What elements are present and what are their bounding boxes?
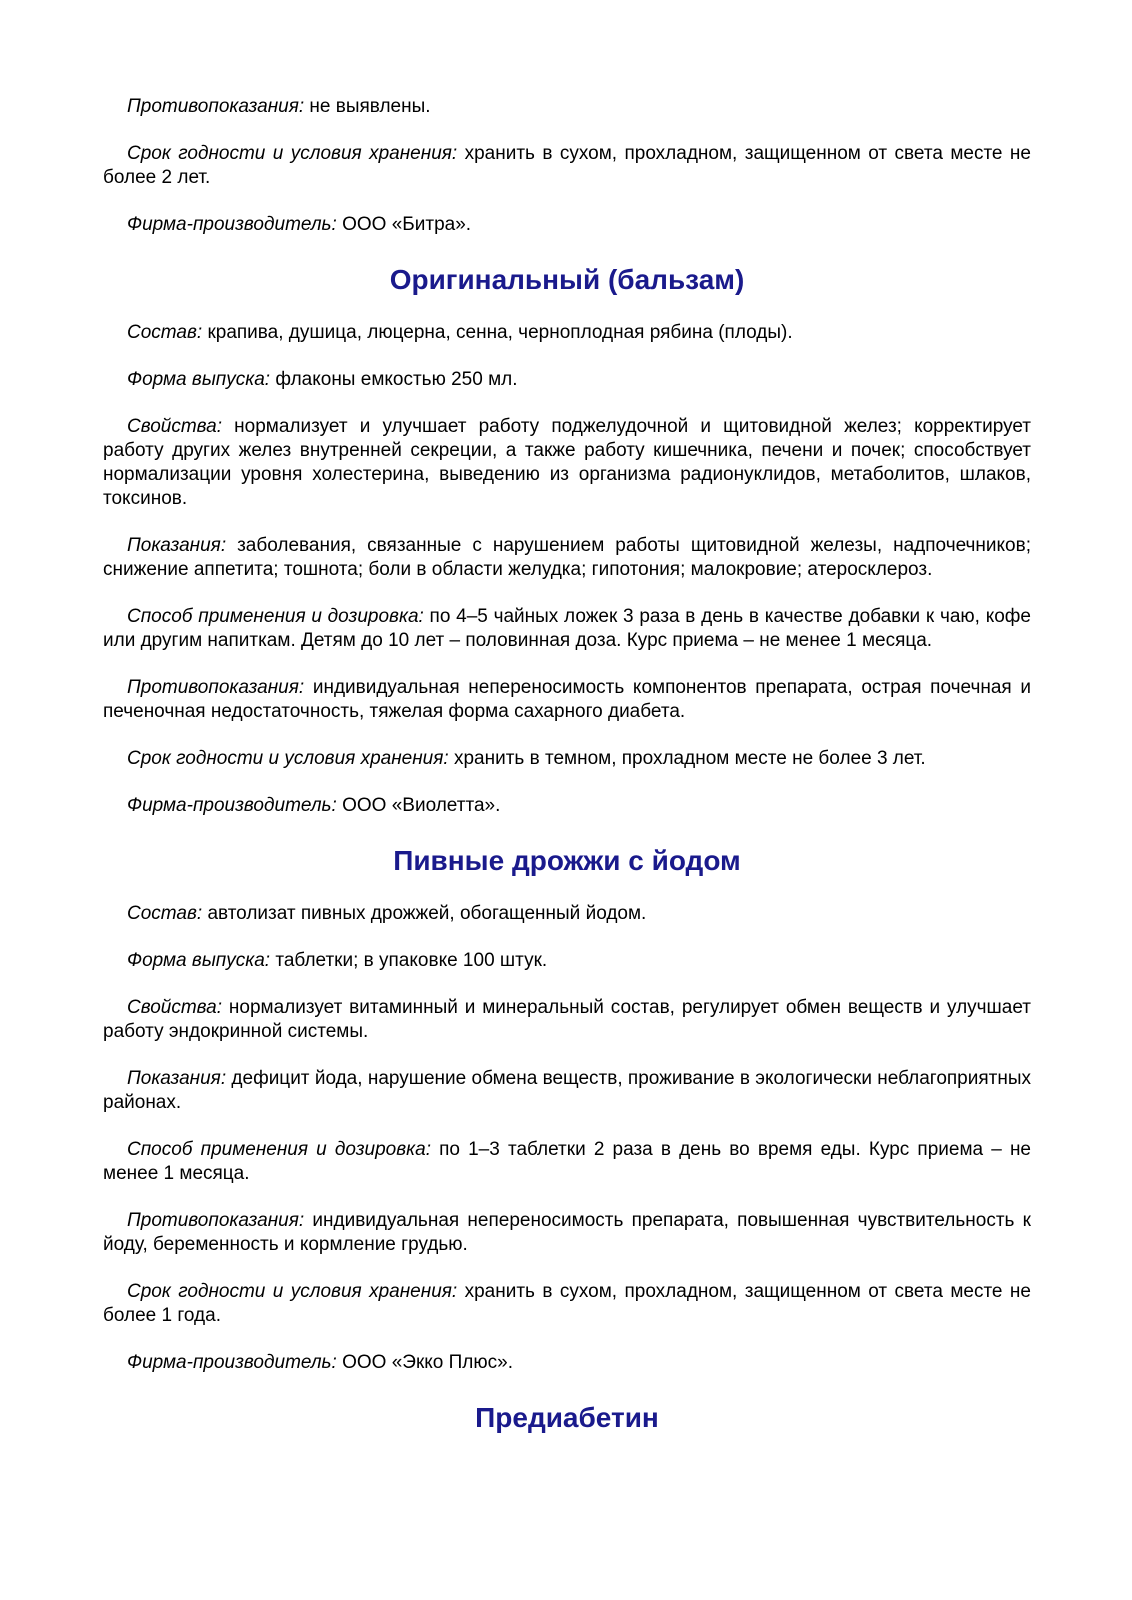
paragraph [103, 534, 1031, 582]
paragraph [103, 415, 1031, 511]
field-text: хранить в темном, прохладном месте не более 3 лет. [448, 748, 926, 769]
paragraph [103, 95, 1031, 119]
paragraph [103, 1351, 1031, 1375]
field-text: не выявлены. [304, 96, 431, 117]
field-label: Срок годности и условия хранения: [127, 143, 458, 164]
field-text: нормализует витаминный и минеральный состав, регулирует обмен веществ и улучшает работу эндокринной системы. [103, 997, 1031, 1042]
paragraph [103, 949, 1031, 973]
field-text: ООО «Экко Плюс». [336, 1352, 513, 1373]
paragraph [103, 747, 1031, 771]
paragraph [103, 794, 1031, 818]
field-text: индивидуальная непереносимость компонентов препарата, острая почечная и печеночная недостаточность, тяжелая форма сахарного диабета. [103, 677, 1031, 722]
paragraph [103, 1209, 1031, 1257]
paragraph [103, 213, 1031, 237]
field-label: Фирма-производитель: [127, 214, 337, 235]
field-text: по 1–3 таблетки 2 раза в день во время еды. Курс приема – не менее 1 месяца. [103, 1139, 1031, 1184]
field-label: Способ применения и дозировка: [127, 606, 424, 627]
paragraph [103, 1138, 1031, 1186]
field-label: Противопоказания: [127, 1210, 305, 1231]
field-label: Срок годности и условия хранения: [127, 748, 449, 769]
field-label: Показания: [127, 535, 227, 556]
field-label: Фирма-производитель: [127, 795, 337, 816]
field-label: Срок годности и условия хранения: [127, 1281, 458, 1302]
field-text: ООО «Виолетта». [336, 795, 501, 816]
paragraph [103, 1067, 1031, 1115]
paragraph [103, 605, 1031, 653]
field-label: Форма выпуска: [127, 950, 271, 971]
field-text: хранить в сухом, прохладном, защищенном от света месте не более 2 лет. [103, 143, 1031, 188]
field-text: нормализует и улучшает работу поджелудочной и щитовидной желез; корректирует работу других желез внутренней секреции, а также работу кишечника, печени и почек; способствует нормализации уровня холестерина, выведению из организма радионуклидов, метаболитов, шлаков, токсинов. [103, 416, 1031, 509]
paragraph [103, 1280, 1031, 1328]
field-text: флаконы емкостью 250 мл. [270, 369, 518, 390]
paragraph [103, 142, 1031, 190]
paragraph [103, 996, 1031, 1044]
field-text: заболевания, связанные с нарушением работы щитовидной железы, надпочечников; снижение аппетита; тошнота; боли в области желудка; гипотония; малокровие; атеросклероз. [103, 535, 1031, 580]
paragraph [103, 902, 1031, 926]
field-text: индивидуальная непереносимость препарата, повышенная чувствительность к йоду, беременность и кормление грудью. [103, 1210, 1031, 1255]
field-text: автолизат пивных дрожжей, обогащенный йодом. [202, 903, 647, 924]
paragraph [103, 676, 1031, 724]
field-label: Свойства: [127, 416, 223, 437]
field-text: таблетки; в упаковке 100 штук. [270, 950, 548, 971]
section-title: Предиабетин [475, 1402, 659, 1433]
field-label: Форма выпуска: [127, 369, 271, 390]
field-label: Противопоказания: [127, 677, 305, 698]
paragraph [103, 368, 1031, 392]
field-label: Свойства: [127, 997, 223, 1018]
field-text: дефицит йода, нарушение обмена веществ, проживание в экологически неблагоприятных районах. [103, 1068, 1031, 1113]
document-page [103, 95, 1031, 1459]
section-title: Оригинальный (бальзам) [389, 264, 745, 295]
field-text: крапива, душица, люцерна, сенна, черноплодная рябина (плоды). [202, 322, 793, 343]
field-text: хранить в сухом, прохладном, защищенном от света месте не более 1 года. [103, 1281, 1031, 1326]
field-label: Способ применения и дозировка: [127, 1139, 431, 1160]
field-label: Состав: [127, 903, 203, 924]
field-label: Противопоказания: [127, 96, 305, 117]
field-text: ООО «Битра». [336, 214, 472, 235]
section-title: Пивные дрожжи с йодом [393, 845, 741, 876]
paragraph [103, 321, 1031, 345]
field-label: Состав: [127, 322, 203, 343]
field-label: Показания: [127, 1068, 227, 1089]
field-label: Фирма-производитель: [127, 1352, 337, 1373]
field-text: по 4–5 чайных ложек 3 раза в день в качестве добавки к чаю, кофе или другим напиткам. Детям до 10 лет – половинная доза. Курс приема – не менее 1 месяца. [103, 606, 1031, 651]
